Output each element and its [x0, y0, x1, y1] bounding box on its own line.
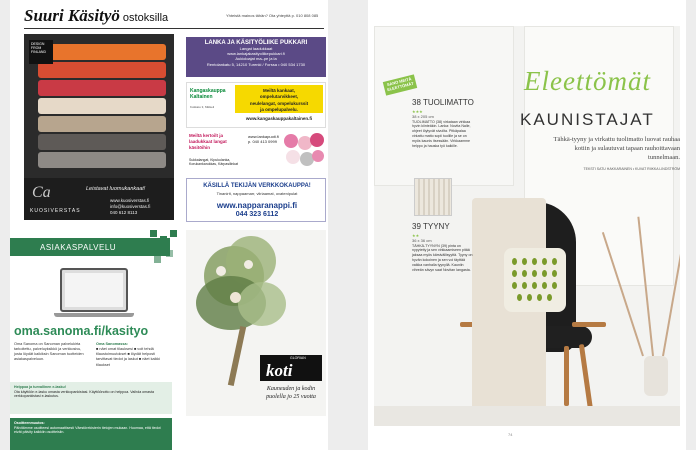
laptop-screen — [65, 273, 123, 307]
cushion-bobble — [512, 282, 517, 289]
item2-dims: 36 x 36 cm — [412, 238, 432, 244]
laptop-image — [60, 268, 128, 312]
address-text: Päivitämme osoitteesi automaattisesti Väestörekisterin tietojen mukaan. Huomaa, että tiedot eivät päivity kaikkiin osoitteisiin. — [14, 425, 161, 435]
bouquet-flower — [244, 260, 253, 269]
item1-info — [412, 98, 474, 149]
left-page — [10, 0, 328, 450]
header-sub: ostoksilla — [122, 12, 169, 24]
item1-stars: ★★★ — [412, 108, 423, 114]
ad-phone: 044 323 6112 — [235, 211, 279, 218]
cushion-bobble — [532, 282, 537, 289]
bouquet-flower — [216, 266, 226, 276]
koti-caption: Kauneuden ja kodin puolella jo 25 vuotta — [266, 386, 316, 400]
article-credit: TEKSTI SATU HAKKARAINEN • KUVAT RIIKKA LINDSTRÖM — [583, 167, 680, 171]
header-note: Yhteistä mainos tähän? Ota yhteyttä p. 010 808 085 — [226, 13, 319, 18]
ad-email[interactable]: info@kuosiverstas.fi — [110, 203, 151, 209]
cushion-bobble — [552, 270, 557, 277]
ad-url[interactable]: www.lankajakasityoliikepukkari.fi — [227, 51, 285, 57]
pixel-square — [160, 236, 167, 243]
ad-kuosiverstas — [24, 34, 174, 220]
band-line: Meiltä kankaat, — [262, 88, 295, 93]
fabric-stripe — [38, 62, 166, 78]
yarn-ball — [310, 133, 324, 147]
ad-shop[interactable]: www.lankapuoti.fi p. 040 413 0999 — [248, 134, 279, 145]
ad-url[interactable]: www.kuosiverstas.fi — [110, 198, 150, 203]
cushion-bobble — [527, 294, 532, 301]
elasku-text: Ota käyttöön e-lasku omasta verkkopankistasi. Käyttöönotto on helppoa. Vaihda omasta verkkopankistasi e-laskutus. — [14, 389, 154, 399]
ad-url[interactable]: www.napparanappi.fi — [216, 201, 298, 210]
cushion-bobble — [552, 282, 557, 289]
shop-name: Kangaskauppa Kaltainen — [190, 88, 226, 100]
yellow-band — [235, 85, 323, 113]
bouquet-flower — [230, 292, 241, 303]
cushion-bobble — [537, 294, 542, 301]
bouquet-stems — [228, 326, 246, 386]
article-title-caps: KAUNISTAJAT — [520, 110, 655, 129]
ad-title: LANKA JA KÄSITYÖLIIKE PUKKARI — [204, 40, 308, 46]
cushion-bobble — [542, 258, 547, 265]
service-col2-text: ■ näet omat tilauksesi ■ voit tehdä tilaustoimuutokset ■ löydät helposti tarvittavat tiedot ja laskut ■ näet kaikki tilaukset — [96, 347, 161, 367]
band-line: ja ompelupalvelu. — [260, 106, 298, 112]
ad-title: Meiltä kertoilt ja laadukkaat langat käsitöihin — [189, 133, 227, 150]
koti-small: GLORIAN — [290, 356, 306, 360]
elasku-title: Helppoa ja turvallinen e-lasku! — [14, 385, 66, 389]
fabric-stripe — [38, 98, 166, 114]
vase — [644, 356, 668, 396]
fabric-stripe — [38, 152, 166, 168]
page-number: 74 — [508, 432, 513, 437]
koti-logo-block — [260, 355, 322, 381]
header-logo: Suuri Käsityö — [24, 6, 120, 25]
service-url[interactable]: oma.sanoma.fi/kasityo — [14, 324, 149, 338]
yarn-ball — [312, 150, 324, 162]
pixel-square — [170, 230, 177, 237]
fabric-stripe — [38, 44, 166, 60]
badge-sticker: SANO MEITÄ ELEETTÖMÄT — [383, 74, 417, 95]
cushion-bobble — [522, 258, 527, 265]
pixel-square — [154, 256, 161, 263]
ad-line: Rentolankatu 5, 14210 Turenki / Forssa • 040 534 1730 — [206, 61, 306, 67]
fabric-stripe — [38, 116, 166, 132]
item2-title: 39 TYYNY — [412, 222, 450, 231]
floor — [374, 406, 680, 426]
address-box — [10, 418, 172, 450]
item2-stars: ★★ — [412, 232, 420, 238]
fabric-stripe — [38, 80, 166, 96]
bouquet-foliage — [238, 282, 286, 326]
ad-phone: 040 612 8113 — [110, 209, 138, 215]
cushion-bobble — [542, 270, 547, 277]
cushion-bobble — [512, 258, 517, 265]
mat-swatch — [414, 178, 452, 216]
item1-dims: 38 x 205 cm — [412, 114, 434, 120]
chair-arm — [572, 322, 606, 327]
service-bar — [10, 238, 170, 256]
ad-kangaskauppa — [186, 82, 326, 128]
band-line: ompelutarvikkeet, — [259, 94, 299, 100]
ad-slogan: Leistavat luomukankaat! — [86, 186, 146, 192]
ad-logo: Ca — [32, 184, 51, 201]
band-line: neulelangat, ompelukurssit — [249, 100, 309, 106]
address-title: Osoitteenmuutos: — [14, 421, 45, 425]
service-col2 — [96, 342, 172, 368]
ad-brand: KUOSIVERSTAS — [30, 208, 81, 214]
ad-url[interactable]: www.kangaskauppakaltainen.fi — [245, 116, 313, 121]
ad-list: Sukkalangat, Kipukulanka, Korukankarukkas, Kärpasilinkat — [189, 158, 239, 166]
service-col1 — [14, 342, 90, 363]
cushion-bobble — [522, 270, 527, 277]
ad-lanka-pukkari — [186, 37, 326, 77]
header-rule — [24, 28, 324, 29]
laptop-base — [54, 313, 134, 317]
yarn-ball — [286, 150, 300, 164]
service-col1-text: Oma Sanoma on Sanoman palvelukirta tarkoitettu, palveluyksikkö ja verkkosivu, josta löydät kaikiksin Sanoman tuotteiden asiakaspalveluun. — [14, 342, 84, 362]
service-col2-title: Oma Sanomassa: — [96, 342, 128, 346]
design-tag: DESIGN FROM FINLAND — [29, 40, 53, 64]
ad-line: Tinanirit, nappaamarr, viiriaamat, ovatenipulat — [216, 191, 298, 196]
ad-line: Aukioloajat ma–pe ja la — [235, 56, 277, 62]
ad-napparanappi — [186, 178, 326, 222]
article-title-script: Eleettömät — [524, 66, 651, 96]
cushion-bobble — [542, 282, 547, 289]
fabric-stripe — [38, 134, 166, 150]
item1-title: 38 TUOLIMATTO — [412, 98, 474, 107]
item2-body: TÄHKÄ-TYYNYN (39) pinta on nypytetty ja sen virkkaamiseen pitää jaksaa myös kärsivällisyyttä. Tyyny on hyvän kokoinen ja sen voi täyttää vaikka vanhalla tyynyllä. Kauniin vihreän sävyn saat Novitan langasta. — [412, 243, 473, 272]
elasku-box — [10, 382, 172, 414]
cushion-bobble — [512, 270, 517, 277]
cushion-bobble — [532, 270, 537, 277]
cushion-bobble — [547, 294, 552, 301]
chair-leg — [564, 346, 569, 406]
pixel-square — [166, 250, 173, 257]
cushion-bobble — [552, 258, 557, 265]
koti-logo: koti — [266, 361, 293, 380]
article-photo — [374, 26, 680, 426]
item1-body: TUOLIMATTO (38) virkataan virkkaa hyvin kiinteäkin. Lanka: Novita Nalle, ohjeet löytyvät sivuilta. Pitkäpalaa virkattu matto sopii tuolille ja se on myös kaunis itsessään. Virkkaamme helppo ja hauska työ kaikille. — [412, 119, 471, 148]
ad-line: Langat laadukkaat — [239, 46, 273, 51]
service-label: ASIAKASPALVELU — [40, 243, 117, 252]
ad-lankapuoti — [186, 130, 326, 174]
ad-contact — [110, 198, 150, 216]
customer-service — [10, 228, 178, 450]
item2-info — [412, 222, 474, 273]
crochet-cushion — [504, 248, 566, 312]
ad-glorian-koti — [186, 230, 326, 416]
ad-title: KÄSILLÄ TEKIJÄN VERKKOKAUPPA! — [203, 183, 311, 189]
ad-footer — [24, 178, 174, 220]
article-lead: Tähkä-tyyny ja virkattu tuolimatto luovat rauhaa kotiin ja sulautuvat tapaan rauhoittavaan tunnelmaan. — [553, 136, 680, 161]
cushion-bobble — [522, 282, 527, 289]
yarn-ball — [284, 134, 298, 148]
cushion-bobble — [517, 294, 522, 301]
right-page — [368, 0, 686, 450]
pixel-square — [150, 230, 157, 237]
section-header — [24, 6, 168, 26]
cushion-bobble — [532, 258, 537, 265]
shop-address: Kotikatu 3, Mikkeli — [190, 105, 215, 109]
